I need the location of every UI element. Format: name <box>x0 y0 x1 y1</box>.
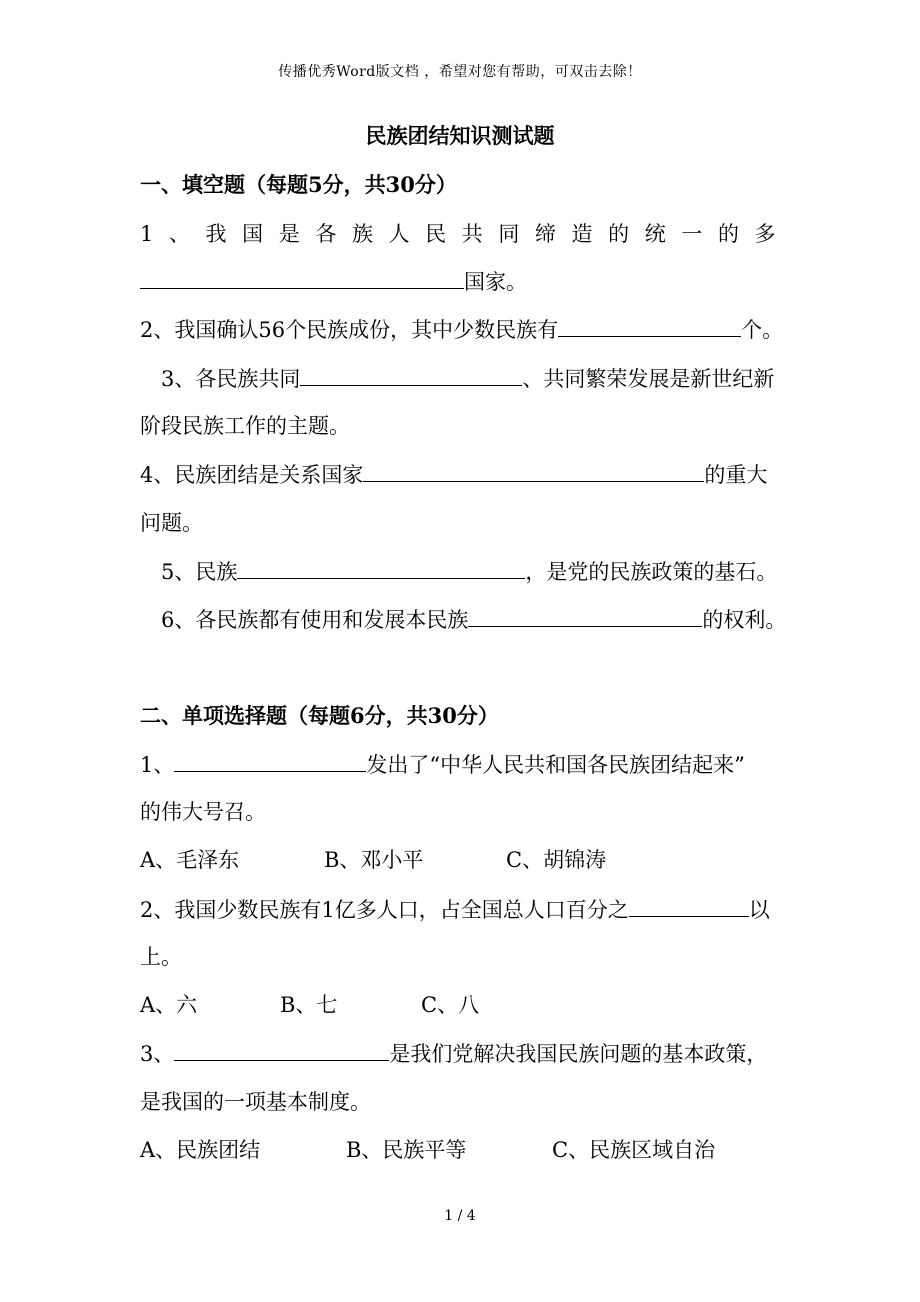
option-a: A、六 <box>140 993 198 1017</box>
s2-q2-options <box>140 990 740 1020</box>
s1-q5-before: 5、民族 <box>161 560 238 584</box>
s1-q3-before: 3、各民族共同 <box>161 367 301 391</box>
s1-q2 <box>140 314 783 345</box>
s1-q5 <box>161 556 777 587</box>
s2-q1-line2: 的伟大号召。 <box>140 800 266 824</box>
s1-q1-line2 <box>140 266 527 297</box>
option-b: B、七 <box>280 993 338 1017</box>
answer-blank <box>174 1038 389 1061</box>
s1-q5-after: ，是党的民族政策的基石。 <box>525 560 778 584</box>
s1-q4-line1 <box>140 459 767 490</box>
s1-q4-line2: 问题。 <box>140 511 203 535</box>
s2-q1-options <box>140 845 740 875</box>
section2-heading: 二、单项选择题（每题6分，共30分） <box>140 703 499 728</box>
answer-blank <box>363 459 704 482</box>
s2-q3-before: 3、 <box>140 1042 175 1066</box>
s2-q2-line1 <box>140 894 770 925</box>
answer-blank <box>140 266 464 289</box>
option-a: A、民族团结 <box>140 1138 261 1162</box>
s1-q3-after: 、共同繁荣发展是新世纪新 <box>522 367 775 391</box>
s1-q6-before: 6、各民族都有使用和发展本民族 <box>161 608 469 632</box>
s1-q4-after: 的重大 <box>704 463 768 487</box>
answer-blank <box>300 363 522 386</box>
page-number: 1 / 4 <box>444 1208 476 1224</box>
s1-q3-line2: 阶段民族工作的主题。 <box>140 414 350 438</box>
s1-q1-line1: 1、我国是各族人民共同缔造的统一的多 <box>140 222 792 246</box>
answer-blank <box>237 556 525 579</box>
s2-q2-after: 以 <box>748 898 770 922</box>
s2-q3-options <box>140 1135 780 1165</box>
section1-heading: 一、填空题（每题5分，共30分） <box>140 172 457 197</box>
option-a: A、毛泽东 <box>140 848 240 872</box>
header-note: 传播优秀Word版文档 ，希望对您有帮助，可双击去除！ <box>278 64 642 80</box>
answer-blank <box>558 314 741 337</box>
option-b: B、邓小平 <box>324 848 424 872</box>
option-c: C、胡锦涛 <box>506 848 607 872</box>
answer-blank <box>174 749 366 772</box>
s2-q1-line1 <box>140 749 745 780</box>
s1-q6-after: 的权利。 <box>702 608 787 632</box>
s2-q1-after: 发出了“中华人民共和国各民族团结起来” <box>366 753 745 777</box>
s1-q4-before: 4、民族团结是关系国家 <box>140 463 364 487</box>
option-c: C、八 <box>421 993 480 1017</box>
s2-q2-before: 2、我国少数民族有1亿多人口，占全国总人口百分之 <box>140 898 629 922</box>
s2-q1-before: 1、 <box>140 753 175 777</box>
s2-q3-after: 是我们党解决我国民族问题的基本政策， <box>389 1042 768 1066</box>
s1-q6 <box>161 604 786 635</box>
s2-q2-line2: 上。 <box>140 945 182 969</box>
answer-blank <box>468 604 702 627</box>
option-c: C、民族区域自治 <box>552 1138 716 1162</box>
s1-q2-before: 2、我国确认56个民族成份，其中少数民族有 <box>140 318 559 342</box>
s2-q3-line1 <box>140 1038 767 1069</box>
s1-q1-after: 国家。 <box>464 270 527 294</box>
s2-q3-line2: 是我国的一项基本制度。 <box>140 1090 371 1114</box>
s1-q2-after: 个。 <box>741 318 784 342</box>
s1-q3-line1 <box>161 363 774 394</box>
option-b: B、民族平等 <box>346 1138 467 1162</box>
answer-blank <box>629 894 749 917</box>
document-title: 民族团结知识测试题 <box>365 123 555 148</box>
